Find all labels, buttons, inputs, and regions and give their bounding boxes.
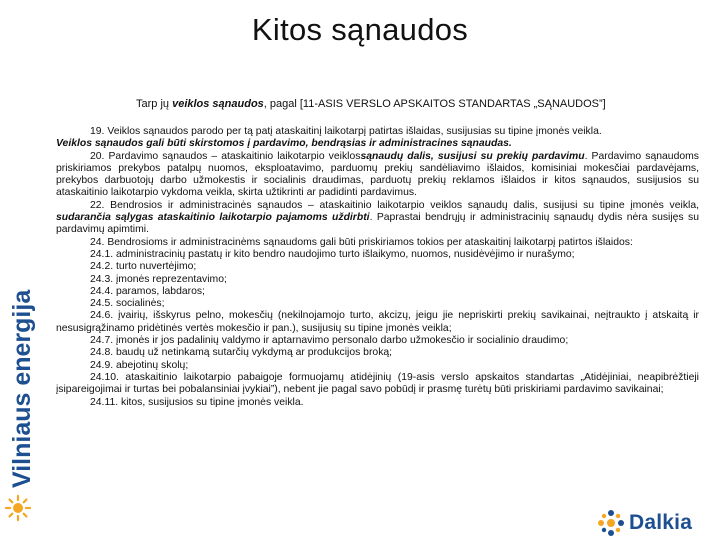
p20-emphasis: sąnaudų dalis, susijusi su prekių pardavimu bbox=[360, 150, 585, 162]
subtitle-emphasis: veiklos sąnaudos bbox=[172, 98, 264, 110]
subtitle-suffix: , pagal [11-ASIS VERSLO APSKAITOS STANDARTAS „SĄNAUDOS”] bbox=[263, 98, 606, 110]
paragraph-19: 19. Veiklos sąnaudos parodo per tą patį ataskaitinį laikotarpį patirtas išlaidas, susijusias su tipine įmonės veikla. bbox=[90, 126, 602, 137]
vilniaus-energija-text: Vilniaus energija bbox=[8, 289, 36, 488]
list-item: 24.1. administracinių pastatų ir kito bendro naudojimo turto išlaikymo, nuomos, nusidėvėjimo ir nurašymo; bbox=[90, 248, 575, 260]
list-item: 24.8. baudų už netinkamą sutarčių vykdymą ar produkcijos broką; bbox=[90, 347, 393, 359]
document-body bbox=[56, 126, 699, 409]
list-item: 24.3. įmonės reprezentavimo; bbox=[90, 273, 227, 285]
list-item: 24.5. socialinės; bbox=[90, 298, 165, 310]
list-item: 24.4. paramos, labdaros; bbox=[90, 285, 205, 297]
p20-part-a: 20. Pardavimo sąnaudos – ataskaitinio laikotarpio veiklos bbox=[90, 150, 361, 162]
left-brand-sidebar bbox=[0, 0, 50, 540]
p22-part-a: 22. Bendrosios ir administracinės sąnaudos – ataskaitinio laikotarpio veiklos sąnaudų dalis, susijusi su tipine įmonės veikla, bbox=[90, 199, 699, 211]
subtitle-prefix: Tarp jų bbox=[136, 98, 173, 110]
page-subtitle bbox=[136, 98, 606, 110]
dalkia-logo bbox=[596, 508, 716, 538]
p22-part-c: . Paprastai bendrųjų ir administracinių sąnaudų dydis nėra susijęs su pardavimų apimtimi. bbox=[56, 212, 699, 236]
page-title: Kitos sąnaudos bbox=[251, 12, 469, 47]
dalkia-logo-text: Dalkia bbox=[629, 511, 693, 534]
list-item: 24.7. įmonės ir jos padalinių valdymo ir aptarnavimo personalo darbo užmokesčio ir socialinio draudimo; bbox=[90, 335, 569, 347]
p22-emphasis: sudarančia sąlygas ataskaitinio laikotarpio pajamoms uždirbti bbox=[56, 212, 370, 224]
paragraph-19-emphasis: Veiklos sąnaudos gali būti skirstomos į pardavimo, bendrąsias ir administracines sąnaudas. bbox=[56, 138, 512, 150]
dalkia-logo-icon bbox=[596, 508, 626, 538]
list-item: 24.10. ataskaitinio laikotarpio pabaigoje formuojamų atidėjinių (19-asis verslo apskaitos standartas „Atidėjiniai, neapibrėžtieji įsipareigojimai ir turtas bei pobalansiniai įvykiai”), nebent jie pagal savo pobūdį ir prasmę turėtų būti priskiriami pardavimo savikainai; bbox=[56, 371, 699, 396]
sun-icon bbox=[4, 494, 32, 522]
list-item: 24.9. abejotinų skolų; bbox=[90, 359, 189, 371]
paragraph-22 bbox=[56, 200, 699, 237]
vilniaus-energija-logo bbox=[0, 252, 40, 492]
list-item: 24.2. turto nuvertėjimo; bbox=[90, 261, 197, 273]
list-item: 24.11. kitos, susijusios su tipine įmonės veikla. bbox=[90, 396, 304, 408]
paragraph-24: 24. Bendrosioms ir administracinėms sąnaudoms gali būti priskiriamos tokios per ataskaitinį laikotarpį patirtos išlaidos: bbox=[90, 236, 633, 248]
paragraph-20 bbox=[56, 151, 699, 200]
list-item: 24.6. įvairių, išskyrus pelno, mokesčių (nekilnojamojo turto, akcizų, jeigu jie nepriskirti prekių savikainai, neįtraukto į atskaitą ir nesusigrąžinamo pridėtinės vertės mokesčio ir pan.), susijusių su tipine įmonės veikla; bbox=[56, 310, 699, 334]
p20-part-c: . Pardavimo sąnaudoms priskiriamos prekybos patalpų nuomos, eksploatavimo, parduomų prekių sandėliavimo išlaidos, komisiniai mokesčiai pardavėjams, prekybos darbuotojų darbo užmokestis ir socialinis draudimas, parduotų prekių reklamos išlaidos ir kitos sąnaudos, susijusios su ataskaitinio laikotarpio vykdoma veikla, skirta užtikrinti ar padidinti pardavimus. bbox=[56, 150, 699, 199]
